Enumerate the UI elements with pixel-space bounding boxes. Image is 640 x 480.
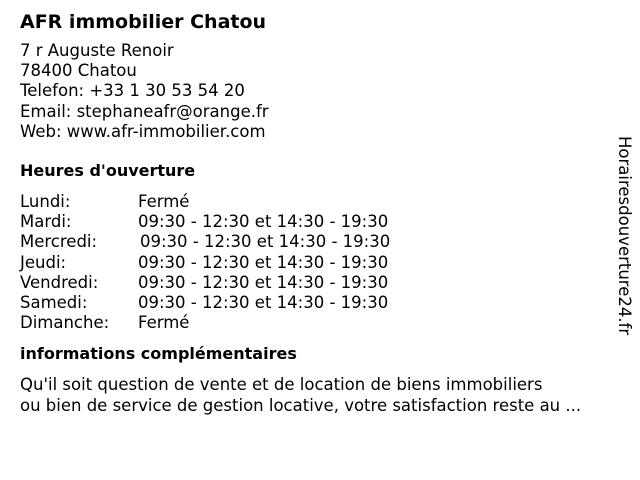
day-label: Jeudi: [20,252,67,272]
info-line: Qu'il soit question de vente et de location de biens immobiliers [20,375,543,395]
day-label: Vendredi: [20,272,99,292]
web-line: Web: www.afr-immobilier.com [20,121,266,141]
day-hours: 09:30 - 12:30 et 14:30 - 19:30 [138,252,389,272]
day-label: Samedi: [20,293,88,313]
hours-table [20,192,610,333]
info-line: ou bien de service de gestion locative, votre satisfaction reste au ... [20,395,582,415]
phone-line: Telefon: +33 1 30 53 54 20 [20,81,245,101]
email-line: Email: stephaneafr@orange.fr [20,101,269,121]
hours-row-lundi [20,192,610,212]
day-hours: 09:30 - 12:30 et 14:30 - 19:30 [138,293,389,313]
hours-row-dimanche [20,313,610,333]
address-street: 7 r Auguste Renoir [20,41,174,60]
day-hours: 09:30 - 12:30 et 14:30 - 19:30 [138,212,389,232]
hours-row-vendredi [20,273,610,293]
business-name: AFR immobilier Chatou [20,11,267,33]
day-label: Lundi: [20,192,71,212]
hours-heading: Heures d'ouverture [20,161,196,181]
day-label: Dimanche: [20,313,110,333]
business-card [20,10,610,416]
day-hours: Fermé [138,192,190,212]
day-hours: 09:30 - 12:30 et 14:30 - 19:30 [140,232,391,252]
hours-row-samedi [20,293,610,313]
contact-block [20,41,610,142]
site-watermark: Horairesdouverture24.fr [615,136,634,336]
day-hours: 09:30 - 12:30 et 14:30 - 19:30 [138,272,389,292]
info-heading: informations complémentaires [20,344,297,364]
day-label: Mardi: [20,212,72,232]
hours-row-jeudi [20,253,610,273]
hours-row-mardi [20,212,610,232]
day-label: Mercredi: [20,232,98,252]
address-city: 78400 Chatou [20,61,137,81]
hours-row-mercredi [20,232,610,252]
info-description [20,375,610,416]
day-hours: Fermé [138,313,190,333]
